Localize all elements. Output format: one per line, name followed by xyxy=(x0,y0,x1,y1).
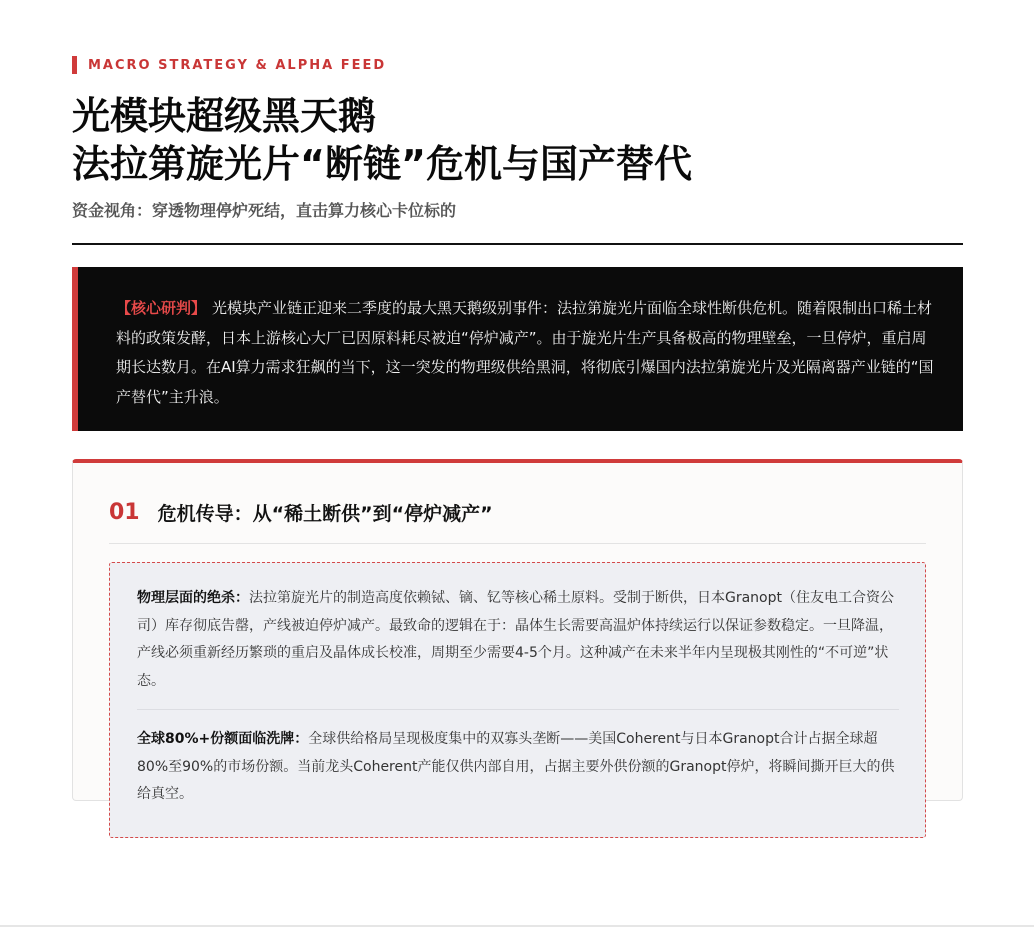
page-subtitle: 资金视角：穿透物理停炉死结，直击算力核心卡位标的 xyxy=(72,201,457,220)
kicker-accent-bar xyxy=(72,56,77,74)
page-title-line-2: 法拉第旋光片“断链”危机与国产替代 xyxy=(72,142,692,186)
paragraph-text: 全球供给格局呈现极度集中的双寡头垄断——美国Coherent与日本Granopt合计占据全球超80%至90%的市场份额。当前龙头Coherent产能仅供内部自用，占据主要外供份额的Granopt停炉，将瞬间撕开巨大的供给真空。 xyxy=(137,731,895,802)
analysis-callout xyxy=(109,562,926,838)
paragraph-label: 物理层面的绝杀： xyxy=(137,590,249,606)
analysis-paragraph xyxy=(137,585,899,695)
page-title-line-1: 光模块超级黑天鹅 xyxy=(72,94,377,138)
report-page xyxy=(72,56,963,801)
core-verdict-text: 光模块产业链正迎来二季度的最大黑天鹅级别事件：法拉第旋光片面临全球性断供危机。随着限制出口稀土材料的政策发酵，日本上游核心大厂已因原料耗尽被迫“停炉减产”。由于旋光片生产具备极高的物理壁垒，一旦停炉，重启周期长达数月。在AI算力需求狂飙的当下，这一突发的物理级供给黑洞，将彻底引爆国内法拉第旋光片及光隔离器产业链的“国产替代”主升浪。 xyxy=(116,299,934,406)
paragraph-text: 法拉第旋光片的制造高度依赖铽、镝、钇等核心稀土原料。受制于断供，日本Granopt（住友电工合资公司）库存彻底告罄，产线被迫停炉减产。最致命的逻辑在于：晶体生长需要高温炉体持续运行以保证参数稳定。一旦降温，产线必须重新经历繁琐的重启及晶体成长校准，周期至少需要4-5个月。这种减产在未来半年内呈现极其刚性的“不可逆”状态。 xyxy=(137,590,894,689)
header-divider xyxy=(72,243,963,245)
kicker-text: MACRO STRATEGY & ALPHA FEED xyxy=(88,57,387,73)
core-verdict-tag: 【核心研判】 xyxy=(116,299,207,317)
core-verdict-box xyxy=(72,267,963,431)
callout-divider xyxy=(137,709,899,710)
page-title xyxy=(72,92,963,188)
section-number: 01 xyxy=(109,499,140,525)
analysis-paragraph xyxy=(137,726,899,809)
kicker xyxy=(72,56,963,74)
section-divider xyxy=(109,543,926,544)
section-title: 危机传导：从“稀土断供”到“停炉减产” xyxy=(157,502,493,525)
section-header xyxy=(109,497,926,527)
paragraph-label: 全球80%+份额面临洗牌： xyxy=(137,731,309,747)
section-card xyxy=(72,459,963,801)
